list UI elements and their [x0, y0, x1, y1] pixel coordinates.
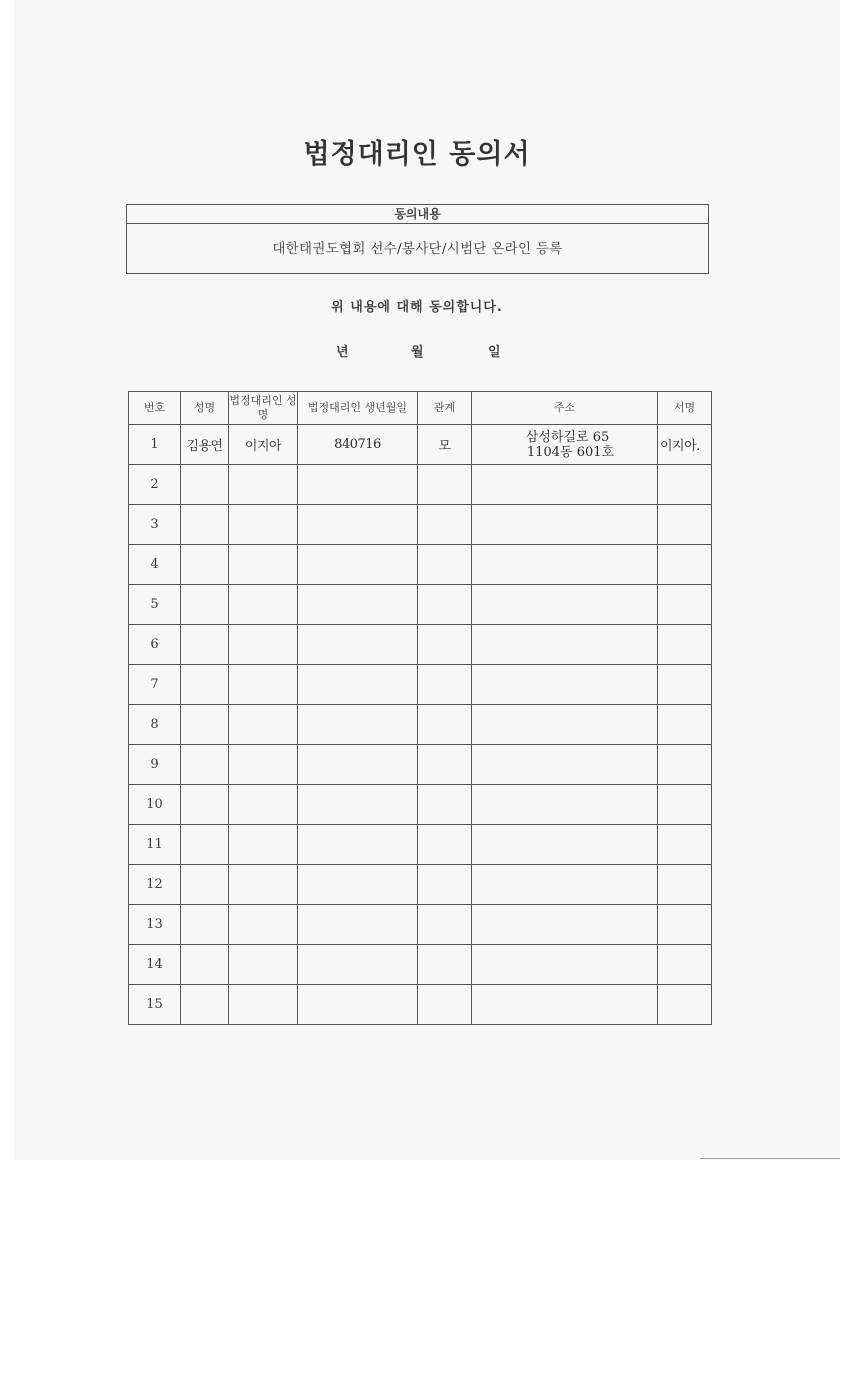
- row-number: 1: [129, 425, 181, 465]
- cell-guardian-birth: [298, 985, 418, 1025]
- cell-address: [472, 825, 658, 865]
- cell-signature: [658, 785, 712, 825]
- date-month-label: 월: [411, 345, 424, 360]
- cell-guardian-name: [229, 785, 298, 825]
- date-year-label: 년: [336, 345, 349, 360]
- cell-signature: [658, 985, 712, 1025]
- header-guardian-birth: 법정대리인 생년월일: [298, 392, 418, 425]
- cell-signature: [658, 545, 712, 585]
- cell-guardian-name: [229, 585, 298, 625]
- table-row: [129, 785, 712, 825]
- cell-name: [181, 545, 229, 585]
- cell-address: [472, 425, 658, 465]
- cell-guardian-name: [229, 465, 298, 505]
- cell-guardian-name: [229, 865, 298, 905]
- cell-guardian-birth: [298, 705, 418, 745]
- cell-address: [472, 705, 658, 745]
- row-number: 6: [129, 625, 181, 665]
- cell-signature: [658, 945, 712, 985]
- table-row: [129, 625, 712, 665]
- cell-signature: [658, 905, 712, 945]
- cell-relation: [418, 905, 472, 945]
- cell-name: [181, 705, 229, 745]
- table-row: [129, 985, 712, 1025]
- cell-guardian-birth: [298, 545, 418, 585]
- cell-relation: [418, 505, 472, 545]
- cell-name: [181, 985, 229, 1025]
- table-row: [129, 865, 712, 905]
- cell-relation: [418, 705, 472, 745]
- cell-relation: [418, 545, 472, 585]
- row-number: 12: [129, 865, 181, 905]
- cell-relation: [418, 585, 472, 625]
- row-number: 14: [129, 945, 181, 985]
- date-day-label: 일: [488, 345, 501, 360]
- cell-guardian-birth: [298, 585, 418, 625]
- cell-guardian-birth: [298, 825, 418, 865]
- cell-guardian-birth: [298, 945, 418, 985]
- cell-name: [181, 945, 229, 985]
- row-number: 4: [129, 545, 181, 585]
- table-row: [129, 505, 712, 545]
- table-row: [129, 945, 712, 985]
- cell-guardian-name: [229, 985, 298, 1025]
- row-number: 2: [129, 465, 181, 505]
- cell-relation: [418, 865, 472, 905]
- row-number: 5: [129, 585, 181, 625]
- cell-guardian-birth: [298, 665, 418, 705]
- cell-signature: [658, 665, 712, 705]
- cell-guardian-birth: [298, 465, 418, 505]
- cell-signature: [658, 705, 712, 745]
- cell-relation: [418, 825, 472, 865]
- row-number: 9: [129, 745, 181, 785]
- table-row: [129, 825, 712, 865]
- cell-relation: 모: [418, 425, 472, 465]
- cell-address: [472, 865, 658, 905]
- header-guardian-name: 법정대리인 성명: [229, 392, 298, 425]
- cell-name: [181, 825, 229, 865]
- cell-name: [181, 745, 229, 785]
- cell-relation: [418, 465, 472, 505]
- cell-guardian-name: 이지아: [229, 425, 298, 465]
- row-number: 7: [129, 665, 181, 705]
- cell-address: [472, 945, 658, 985]
- cell-name: [181, 505, 229, 545]
- cell-guardian-name: [229, 905, 298, 945]
- cell-guardian-birth: [298, 745, 418, 785]
- cell-signature: [658, 505, 712, 545]
- cell-guardian-name: [229, 545, 298, 585]
- document-title: 법정대리인 동의서: [303, 139, 531, 170]
- table-row: [129, 745, 712, 785]
- cell-address: [472, 625, 658, 665]
- address-line-1: 삼성하길로 65: [525, 429, 610, 445]
- cell-address: [472, 985, 658, 1025]
- cell-relation: [418, 745, 472, 785]
- cell-address: [472, 505, 658, 545]
- cell-name: [181, 865, 229, 905]
- table-row: [129, 545, 712, 585]
- cell-name: [181, 785, 229, 825]
- cell-address: [472, 465, 658, 505]
- cell-guardian-name: [229, 745, 298, 785]
- table-body: [129, 425, 712, 1025]
- header-name: 성명: [181, 392, 229, 425]
- cell-guardian-birth: [298, 625, 418, 665]
- cell-address: [472, 785, 658, 825]
- cell-guardian-name: [229, 665, 298, 705]
- cell-address: [472, 665, 658, 705]
- cell-guardian-name: [229, 505, 298, 545]
- table-row: [129, 425, 712, 465]
- cell-signature: [658, 745, 712, 785]
- cell-name: 김용연: [181, 425, 229, 465]
- row-number: 10: [129, 785, 181, 825]
- cell-signature: [658, 865, 712, 905]
- cell-signature: [658, 585, 712, 625]
- consent-text: 대한태권도협회 선수/봉사단/시범단 온라인 등록: [272, 241, 563, 257]
- cell-guardian-birth: [298, 865, 418, 905]
- cell-name: [181, 665, 229, 705]
- cell-name: [181, 625, 229, 665]
- cell-name: [181, 905, 229, 945]
- cell-guardian-birth: [298, 505, 418, 545]
- scan-edge-line: [700, 1158, 840, 1159]
- cell-relation: [418, 625, 472, 665]
- table-row: [129, 585, 712, 625]
- table-header-row: [129, 392, 712, 425]
- cell-name: [181, 585, 229, 625]
- cell-name: [181, 465, 229, 505]
- cell-guardian-name: [229, 945, 298, 985]
- cell-guardian-name: [229, 825, 298, 865]
- cell-address: [472, 745, 658, 785]
- table-row: [129, 705, 712, 745]
- cell-relation: [418, 785, 472, 825]
- table-row: [129, 465, 712, 505]
- cell-signature: 이지아.: [658, 425, 712, 465]
- row-number: 11: [129, 825, 181, 865]
- consent-header: 동의내용: [127, 205, 708, 224]
- consent-table: [128, 391, 712, 1025]
- cell-guardian-name: [229, 705, 298, 745]
- row-number: 8: [129, 705, 181, 745]
- cell-relation: [418, 665, 472, 705]
- row-number: 3: [129, 505, 181, 545]
- cell-address: [472, 905, 658, 945]
- row-number: 15: [129, 985, 181, 1025]
- cell-guardian-name: [229, 625, 298, 665]
- consent-box: [126, 204, 709, 274]
- header-address: 주소: [472, 392, 658, 425]
- header-signature: 서명: [658, 392, 712, 425]
- table-row: [129, 665, 712, 705]
- cell-address: [472, 585, 658, 625]
- cell-signature: [658, 465, 712, 505]
- cell-address: [472, 545, 658, 585]
- cell-guardian-birth: [298, 785, 418, 825]
- cell-guardian-birth: 840716: [298, 425, 418, 465]
- cell-signature: [658, 825, 712, 865]
- cell-signature: [658, 625, 712, 665]
- address-line-2: 1104동 601호: [526, 444, 615, 460]
- row-number: 13: [129, 905, 181, 945]
- cell-relation: [418, 985, 472, 1025]
- header-number: 번호: [129, 392, 181, 425]
- cell-relation: [418, 945, 472, 985]
- table-row: [129, 905, 712, 945]
- cell-guardian-birth: [298, 905, 418, 945]
- header-relation: 관계: [418, 392, 472, 425]
- agree-statement: 위 내용에 대해 동의합니다.: [331, 300, 503, 315]
